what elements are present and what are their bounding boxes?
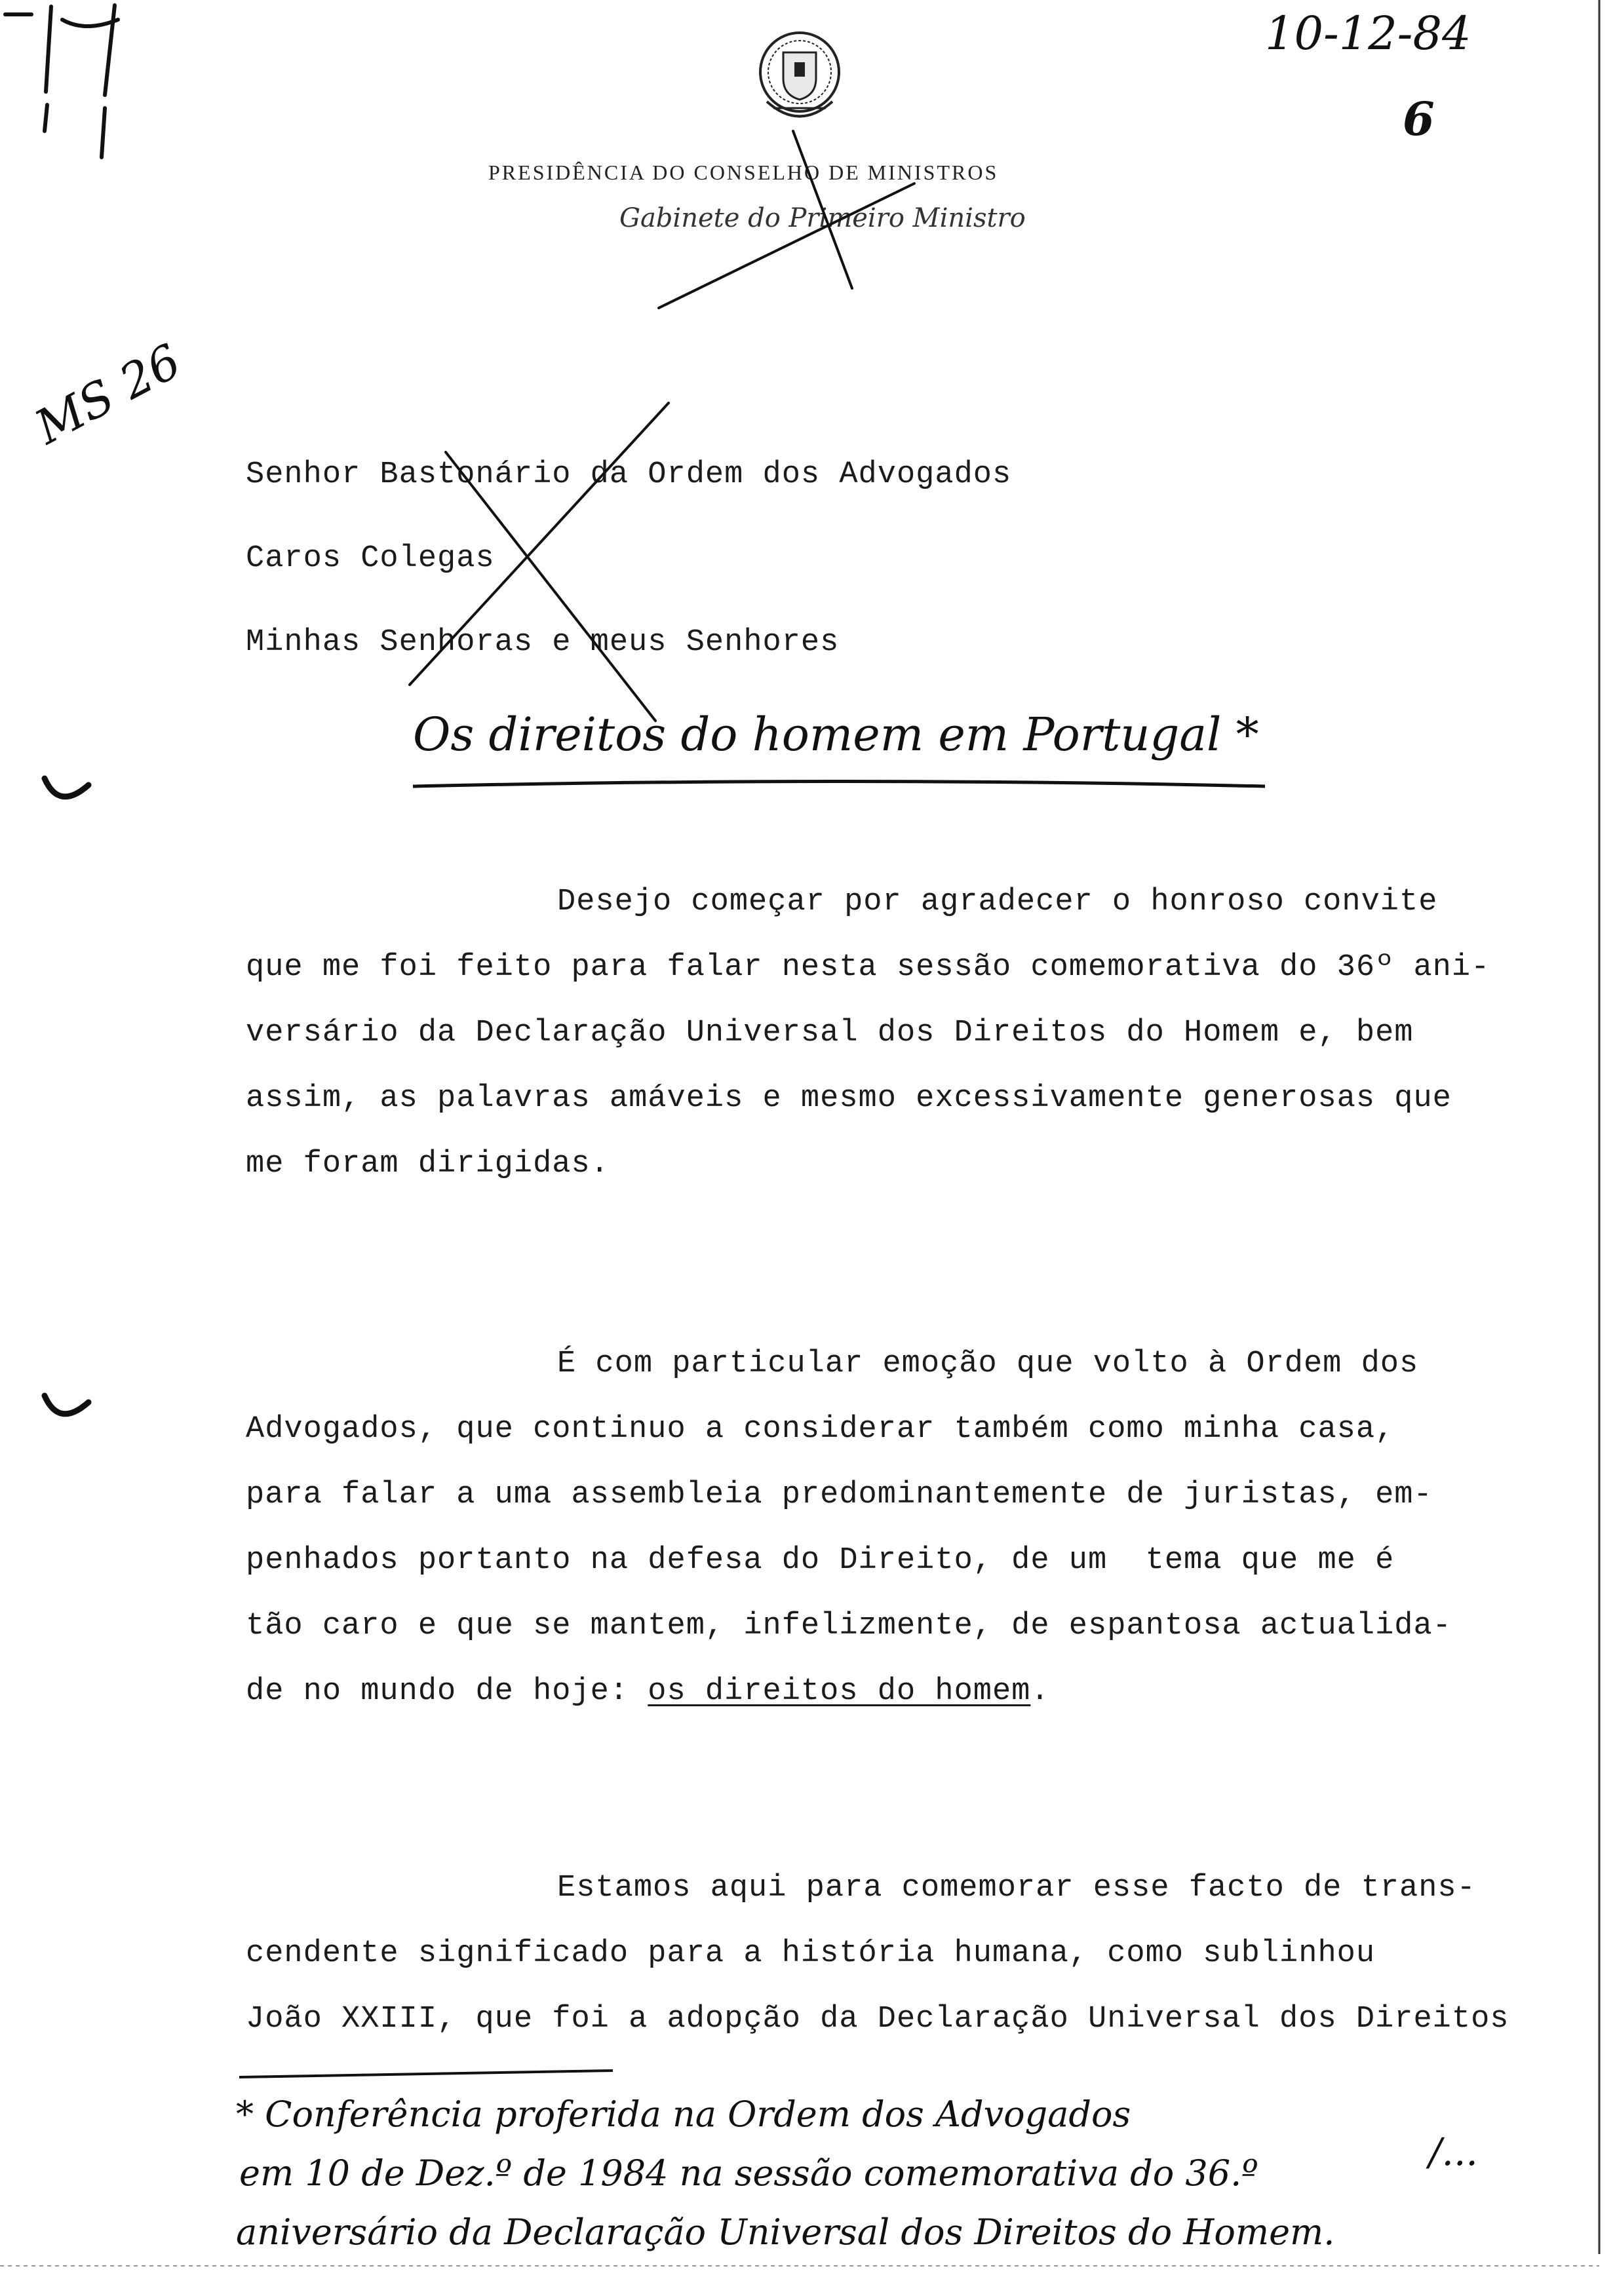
paragraph-1-line-3: versário da Declaração Universal dos Direitos do Homem e, bem xyxy=(246,1016,1414,1050)
handwritten-mark: 6 xyxy=(1403,92,1435,146)
paragraph-1-line-4: assim, as palavras amáveis e mesmo excessivamente generosas que xyxy=(246,1081,1452,1116)
paragraph-3-line-3: João XXIII, que foi a adopção da Declaração Universal dos Direitos xyxy=(246,2002,1509,2037)
continuation-mark: /... xyxy=(1429,2130,1478,2174)
paragraph-1-line-2: que me foi feito para falar nesta sessão comemorativa do 36º ani- xyxy=(246,950,1490,985)
paragraph-2-end-punct: . xyxy=(1030,1674,1050,1709)
salutation-1: Senhor Bastonário da Ordem dos Advogados xyxy=(246,457,1012,492)
institution-name: PRESIDÊNCIA DO CONSELHO DE MINISTROS xyxy=(488,161,999,184)
paragraph-2-line-6-text: de no mundo de hoje: xyxy=(246,1674,648,1709)
paragraph-2-line-1: É com particular emoção que volto à Ordem dos xyxy=(557,1347,1419,1381)
underlined-phrase: os direitos do homem xyxy=(648,1674,1031,1709)
paragraph-2-line-2: Advogados, que continuo a considerar também como minha casa, xyxy=(246,1412,1395,1447)
paragraph-1-line-1: Desejo começar por agradecer o honroso convite xyxy=(557,885,1438,919)
footnote-line-1: * Conferência proferida na Ordem dos Advogados xyxy=(236,2094,1131,2135)
footnote-line-2: em 10 de Dez.º de 1984 na sessão comemorativa do 36.º xyxy=(239,2152,1258,2194)
salutation-3: Minhas Senhoras e meus Senhores xyxy=(246,625,840,660)
archive-code: MS 26 xyxy=(26,333,190,455)
handwritten-title: Os direitos do homem em Portugal * xyxy=(413,708,1259,761)
paragraph-3-line-1: Estamos aqui para comemorar esse facto de trans- xyxy=(557,1871,1476,1905)
paragraph-2-line-4: penhados portanto na defesa do Direito, de um tema que me é xyxy=(246,1543,1395,1578)
handwritten-date: 10-12-84 xyxy=(1265,7,1471,60)
paragraph-3-line-2: cendente significado para a história humana, como sublinhou xyxy=(246,1936,1376,1971)
footnote-line-3: aniversário da Declaração Universal dos Direitos do Homem. xyxy=(236,2211,1335,2253)
salutation-2: Caros Colegas xyxy=(246,541,495,576)
office-name: Gabinete do Primeiro Ministro xyxy=(619,203,1026,233)
paragraph-2-line-5: tão caro e que se mantem, infelizmente, de espantosa actualida- xyxy=(246,1609,1452,1643)
paragraph-2-line-3: para falar a uma assembleia predominantemente de juristas, em- xyxy=(246,1478,1433,1512)
paragraph-1-line-5: me foram dirigidas. xyxy=(246,1147,610,1181)
